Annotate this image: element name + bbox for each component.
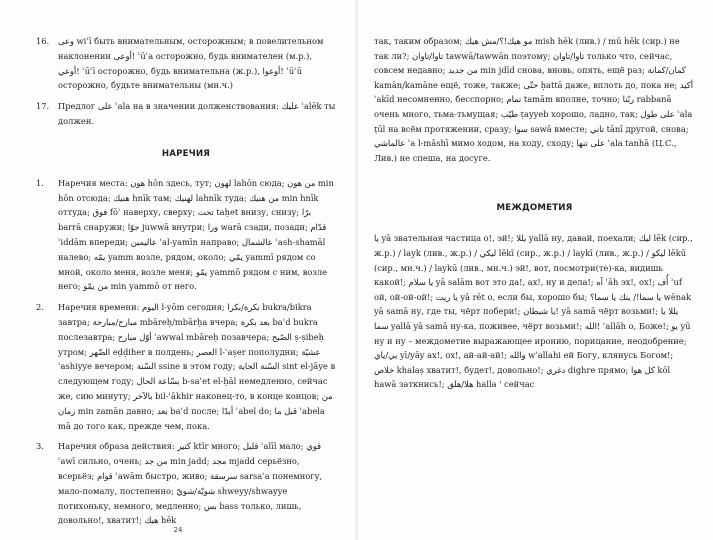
item-text: وعى wiʿī быть внимательным, осторожным; в повелительном наклонении أوعى!‎ ʾūʿa осторожно, будь внимателен (м.р.), أوعي!‎ ʾūʿī осторожно, будь внимательна (ж.р.), أوعوا!‎ ʾūʿū осторожно, будьте внимательны (мн.ч.) [58,36,324,91]
list-item-adverbs-manner [36,439,336,528]
item-text: Наречия места: هون hōn здесь, тут; لهون lahōn сюда; من هون min hōn отсюда; هنيك hnīk там; لهنيك lahnīk туда; من هنيك min hnīk оттуда; فوق fōʾ наверху, сверху; تحت taḥet внизу, снизу; برّا barrā снаружи; جوّا juwwā внутри; ورا warā сзади, позади; قدّام ʾiddām впереди; عاليمين ʿal-yamīn направо; عالشمال ʿash-shamāl налево; يمّه yamm возле, рядом, около; يمّي yammī рядом со мной, около меня, возле меня; يمّو yammō рядом с ним, возле него; من يمّو min yammō от него. [58,177,334,292]
left-page [0,0,356,540]
interjections-list: يا yā звательная частица о!, эй!; يللا yallā ну, давай, поехали; ليك lēk (сир., ж.р.) / layk (лив., ж.р.) / ليكي lēkī (сир., ж.р.) / laykī (лив., ж.р.) / ليكو lēkū (сир., мн.ч.) / laykū (лив., мн.ч.) эй!, вот, посмотри(те)-ка, видишь какой!; يا سلام yā salām вот это да!, ах!, ну и дела!; آه ʾāh эх!, ох!; أُف ʾuf ой, ой-ой-ой!; يا ريت yā rēt о, если бы, хорошо бы; يا سما!/ ينك يا سما؟ wēnak yā samā ну, где ты, чёрт побери!; يا شيطان! yā samā чёрт возьми!; يللا يا سما yallā yā samā ну-ка, поживее, чёрт возьми!; الله! ʾallāh о, Боже!; يو yū ну и ну – междометие выражающее иронию, порицание, неодобрение; يي/ياي yī/yāy ах!, ох!, ай-ай-ай!; والله wʾallahi ей Богу, клянусь Богом!; خلاص khalaṣ хватит!, будет!, довольно!; دغري dighre прямо; كل هوا kōl hawā заткнись!; هلا/هلق halla ' сейчас [374,233,693,390]
list-item-adverbs-place [36,176,336,294]
right-page [358,0,713,540]
list-item-17 [36,99,336,129]
item-number: 17. [36,101,50,112]
list-item-adverbs-time [36,300,336,433]
item-number: 2. [36,302,44,313]
page-number: 24 [173,526,183,534]
item-text: Наречия образа действия: كتير ktīr много; قليل ʾalīl мало; قوي ʾawī сильно, очень; من جد min jadd; مجد mjadd серьёзно, всерьёз; قوام ʾawām быстро, живо; سرسقة sarsaʾa понемногу, мало-помалу, постепенно; شويّة/شويّ shweyy/shwayye потихоньку, немного, медленно; بس bass только, лишь, довольно!, хватит!; هيك hēk [58,441,323,526]
section-title-interjections: МЕЖДОМЕТИЯ [496,203,573,214]
item-number: 3. [36,441,44,452]
adverbs-continuation: так, таким образом; مو هيك!؟/مش هيك mish hēk (лив.) / mū hēk (сир.) не так ли?; تاوا/تاوان tawwā/tawwān поэтому; تاوا/تاوان только что, сейчас, совсем недавно; من جديد min jdīd снова, вновь, опять, ещё раз; كمان/كمانة kamān/kamāne ещё, тоже, также; حتّى ḥattā даже, вплоть до, пока не; أكيد ʾakīd несомненно, бесспорно; تمام tamām вполне, точно; ربّنا rabbanā очень много, тьма-тьмущая; طيّب ṭayyeb хорошо, ладно, так; على طول ʿala ṭūl на всём протяжении, сразу; سوا sawā вместе; تاني tānī другой, снова; عالماشي ʿa l-māshī мимо ходом, на ходу, сходу; على تنها ʿala tanhā (Ц.С., Лив.) не спеша, на досуге. [374,36,694,163]
item-number: 1. [36,177,44,188]
item-text: Предлог على ʿala на в значении долженствования: عليك ʿalēk ты должен. [58,101,336,126]
section-title-adverbs: НАРЕЧИЯ [161,148,211,159]
item-text: Наречия времени: اليوم l-yōm сегодня; بكرة/بكرا bukra/bikra завтра; مبارح/مبارحة mbāreḥ/mbārḥa вчера; بعد بكرة baʿd bukra послезавтра; أوّل مبارح ʾawwal mbāreḥ позавчера; الصّبح ṣ-ṣibeḥ утром; الضّهر eḍḍiher в полдень; العصر l-ʿaṣer пополудни; عشيّة ʾashiyye вечером; السّنة ssine в этом году; السّنة الجاية sint el-jāye в следующем году; بسّاعة الحال b-saʿet el-ḥāl немедленно, сейчас же, сию минуту; بالآخر bil-ʾākhir наконец-то, в конце концов; من زمان min zamān давно; بعد baʿd после; أبدًا ʾabel do; قبل ما ʾabela mā до того как, прежде чем, пока. [58,302,336,431]
item-number: 16. [36,36,50,46]
list-item-16 [36,34,336,93]
